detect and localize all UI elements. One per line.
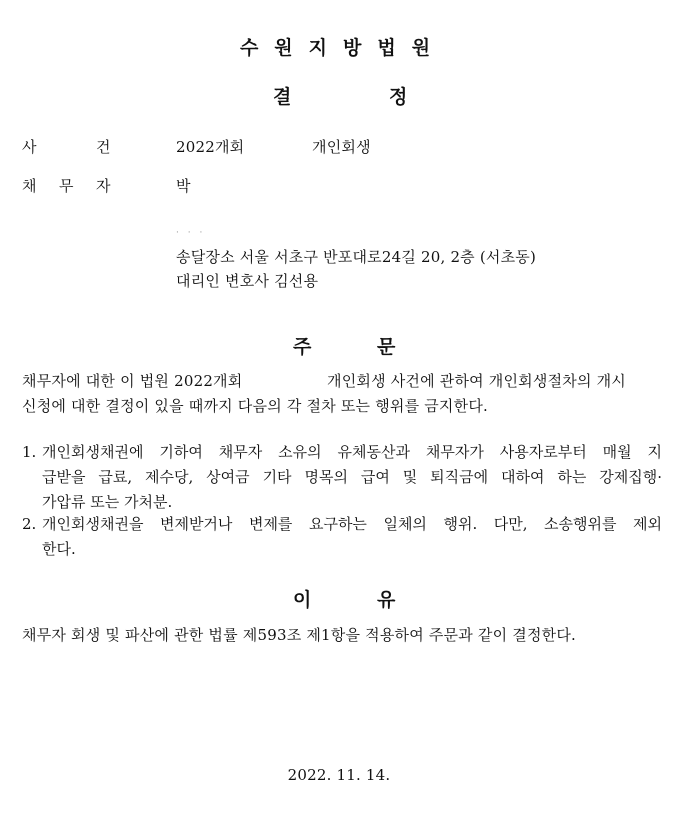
order-item-2-line1: 개인회생채권을 변제받거나 변제를 요구하는 일체의 행위. 다만, 소송행위를 제외 [42, 515, 662, 533]
case-type: 개인회생 [312, 138, 371, 156]
court-name: 수원지방법원 [239, 37, 447, 59]
case-label-2: 건 [96, 138, 111, 156]
reason-text: 채무자 회생 및 파산에 관한 법률 제593조 제1항을 적용하여 주문과 같이 결정한다. [22, 626, 576, 644]
order-heading-char-2: 문 [377, 336, 396, 358]
debtor-label-2: 무 [59, 177, 74, 195]
reason-heading-char-2: 유 [377, 589, 396, 611]
order-intro-line2: 신청에 대한 결정이 있을 때까지 다음의 각 절차 또는 행위를 금지한다. [22, 397, 488, 415]
order-item-1 [22, 440, 662, 515]
order-item-1-number: 1. [22, 443, 37, 461]
decision-date: 2022. 11. 14. [287, 766, 391, 784]
order-item-2-line2: 한다. [42, 540, 76, 558]
order-item-2 [22, 512, 662, 562]
reason-heading-char-1: 이 [293, 589, 312, 611]
case-label-1: 사 [22, 138, 37, 156]
order-item-1-line2: 급받을 급료, 제수당, 상여금 기타 명목의 급여 및 퇴직금에 대하여 하는 강제집행· [42, 468, 662, 486]
debtor-label-1: 채 [22, 177, 37, 195]
debtor-name: 박 [176, 177, 191, 195]
redacted-mark: · · · [176, 228, 206, 238]
debtor-agent: 대리인 변호사 김선용 [176, 272, 319, 290]
service-address: 송달장소 서울 서초구 반포대로24길 20, 2층 (서초동) [176, 248, 537, 266]
title-char-1: 결 [273, 86, 292, 108]
order-item-1-line3: 가압류 또는 가처분. [42, 493, 173, 511]
order-item-2-number: 2. [22, 515, 37, 533]
title-char-2: 정 [389, 86, 408, 108]
order-intro-line1-a: 채무자에 대한 이 법원 2022개회 [22, 372, 243, 390]
case-number: 2022개회 [176, 138, 245, 156]
order-intro-line1-b: 개인회생 사건에 관하여 개인회생절차의 개시 [327, 372, 626, 390]
order-heading-char-1: 주 [293, 336, 312, 358]
order-item-1-line1: 개인회생채권에 기하여 채무자 소유의 유체동산과 채무자가 사용자로부터 매월 지 [42, 443, 662, 461]
debtor-label-3: 자 [96, 177, 111, 195]
